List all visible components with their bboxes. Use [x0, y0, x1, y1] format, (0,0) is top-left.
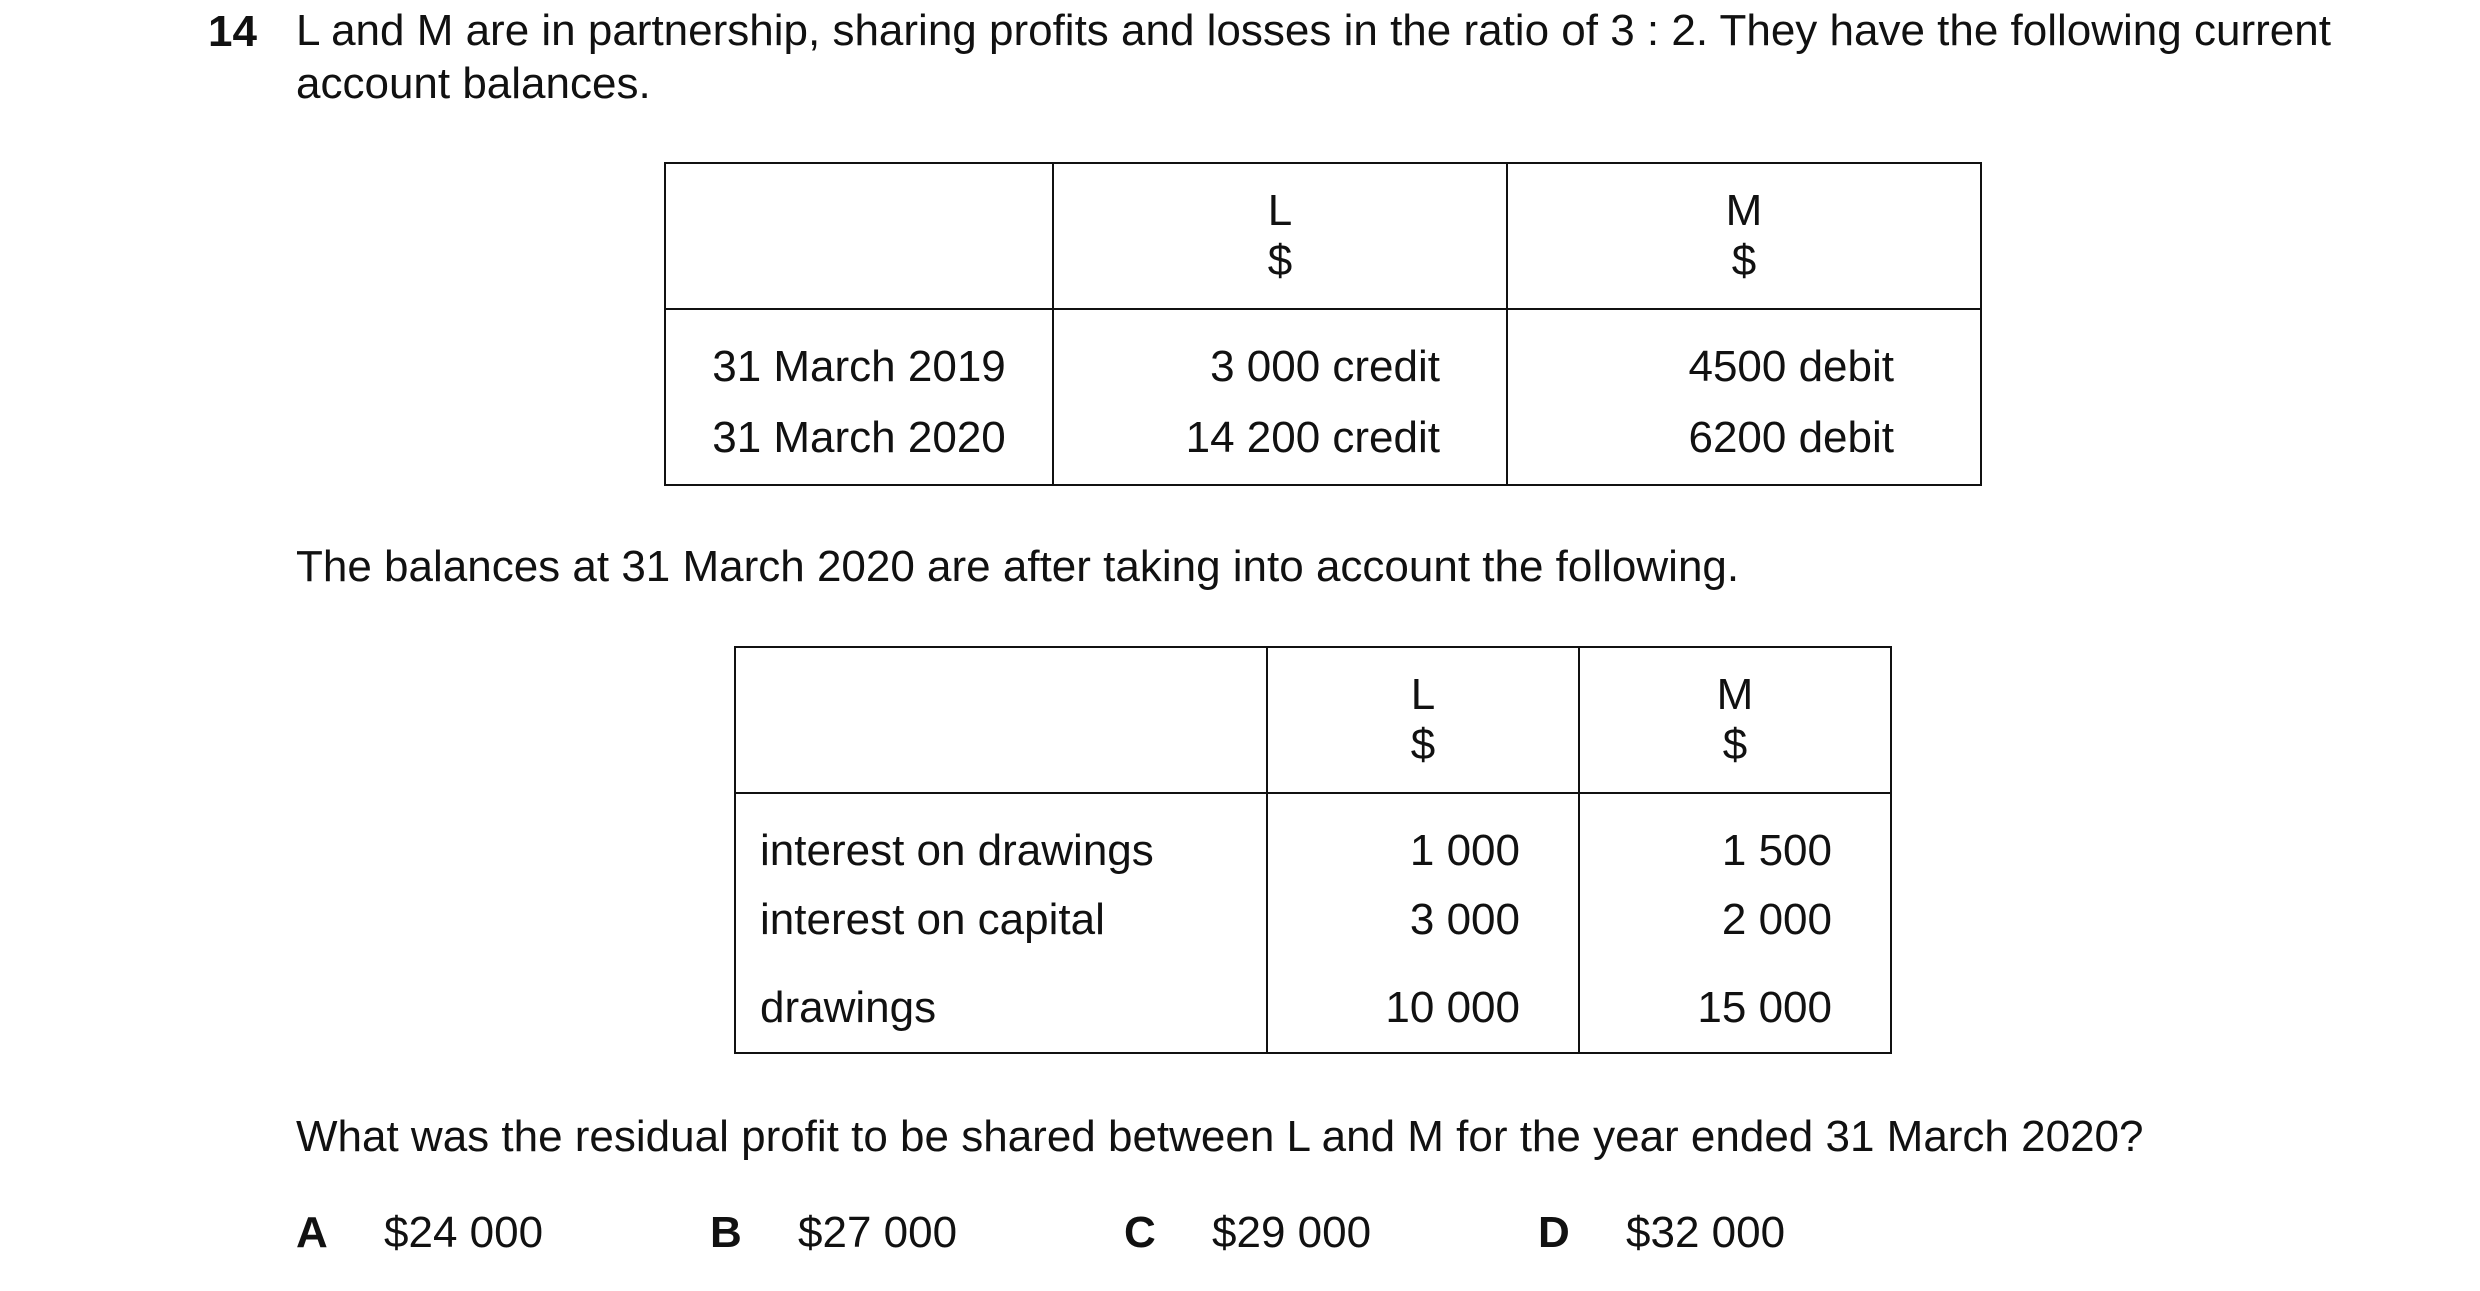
row-m-value: 2 000: [1579, 876, 1891, 964]
header-l-unit: $: [1267, 236, 1293, 285]
header-l: [1053, 163, 1507, 309]
adjustments-table: [734, 646, 1892, 1054]
row-l-value: 1 000: [1267, 793, 1579, 876]
question-prompt: What was the residual profit to be shared between L and M for the year ended 31 March 2020?: [296, 1112, 2144, 1161]
table-header-row: [735, 647, 1891, 793]
header-l-name: L: [1267, 186, 1293, 235]
header-m-unit: $: [1722, 720, 1748, 769]
header-blank-cell: [735, 647, 1267, 793]
header-m: [1507, 163, 1981, 309]
row-label: 31 March 2020: [665, 392, 1053, 485]
question-text: L and M are in partnership, sharing profits and losses in the ratio of 3 : 2. They have the following current account balances.: [296, 6, 2331, 108]
row-label: interest on drawings: [735, 793, 1267, 876]
table-row: [735, 876, 1891, 964]
header-m-name: M: [1725, 186, 1763, 235]
row-label: 31 March 2019: [665, 309, 1053, 392]
table-header-row: [665, 163, 1981, 309]
option-value: $24 000: [384, 1208, 544, 1257]
row-label: interest on capital: [735, 876, 1267, 964]
current-account-balances-table: [664, 162, 1982, 486]
answer-option-a[interactable]: [296, 1206, 543, 1259]
table-row: [735, 793, 1891, 876]
option-letter: C: [1124, 1208, 1156, 1257]
table-row: [735, 964, 1891, 1053]
header-blank-cell: [665, 163, 1053, 309]
option-letter: B: [710, 1208, 742, 1257]
row-l-value: 3 000: [1267, 876, 1579, 964]
row-m-value: 4500 debit: [1507, 309, 1981, 392]
header-l: [1267, 647, 1579, 793]
row-l-value: 14 200 credit: [1053, 392, 1507, 485]
row-m-value: 6200 debit: [1507, 392, 1981, 485]
answer-option-c[interactable]: [1124, 1206, 1371, 1259]
option-letter: D: [1538, 1208, 1570, 1257]
header-m-name: M: [1716, 670, 1754, 719]
answer-option-b[interactable]: [710, 1206, 957, 1259]
row-label: drawings: [735, 964, 1267, 1053]
option-value: $32 000: [1626, 1208, 1786, 1257]
table-row: [665, 392, 1981, 485]
option-letter: A: [296, 1208, 328, 1257]
header-l-name: L: [1410, 670, 1436, 719]
row-m-value: 1 500: [1579, 793, 1891, 876]
table-row: [665, 309, 1981, 392]
balances-note: The balances at 31 March 2020 are after taking into account the following.: [296, 542, 1740, 591]
option-value: $27 000: [798, 1208, 958, 1257]
option-value: $29 000: [1212, 1208, 1372, 1257]
row-l-value: 3 000 credit: [1053, 309, 1507, 392]
row-l-value: 10 000: [1267, 964, 1579, 1053]
answer-option-d[interactable]: [1538, 1206, 1785, 1259]
header-m-unit: $: [1731, 236, 1757, 285]
header-m: [1579, 647, 1891, 793]
question-number: 14: [208, 7, 257, 56]
row-m-value: 15 000: [1579, 964, 1891, 1053]
header-l-unit: $: [1410, 720, 1436, 769]
